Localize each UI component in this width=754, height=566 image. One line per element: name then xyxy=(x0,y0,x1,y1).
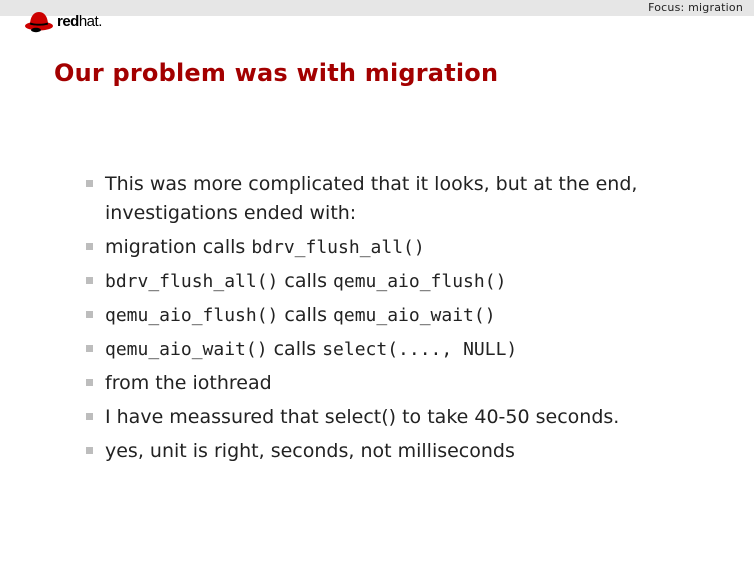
bullet-text: from the iothread xyxy=(105,372,272,394)
bullet-marker-icon xyxy=(86,379,93,386)
code-text: bdrv_flush_all() xyxy=(251,237,425,258)
bullet-item xyxy=(86,437,706,466)
logo-wordmark: redhat. xyxy=(57,12,102,30)
bullet-text: migration calls xyxy=(105,236,252,258)
section-label: Focus: migration xyxy=(648,1,743,14)
bullet-text: calls xyxy=(267,338,323,360)
redhat-logo xyxy=(24,9,102,33)
top-bar xyxy=(0,0,754,16)
page-title: Our problem was with migration xyxy=(54,59,499,87)
bullet-marker-icon xyxy=(86,345,93,352)
code-text: qemu_aio_flush() xyxy=(105,305,279,326)
bullet-marker-icon xyxy=(86,243,93,250)
bullet-item xyxy=(86,233,706,262)
code-text: qemu_aio_wait() xyxy=(333,305,496,326)
code-text: qemu_aio_wait() xyxy=(105,339,268,360)
bullet-list xyxy=(86,170,706,471)
bullet-item xyxy=(86,301,706,330)
bullet-item xyxy=(86,335,706,364)
bullet-marker-icon xyxy=(86,311,93,318)
bullet-text: calls xyxy=(278,270,334,292)
bullet-item xyxy=(86,403,706,432)
bullet-marker-icon xyxy=(86,277,93,284)
bullet-item xyxy=(86,267,706,296)
bullet-marker-icon xyxy=(86,180,93,187)
bullet-marker-icon xyxy=(86,413,93,420)
code-text: select(...., NULL) xyxy=(322,339,518,360)
bullet-text: calls xyxy=(278,304,334,326)
bullet-text: yes, unit is right, seconds, not milliseconds xyxy=(105,440,515,462)
bullet-marker-icon xyxy=(86,447,93,454)
code-text: bdrv_flush_all() xyxy=(105,271,279,292)
bullet-item xyxy=(86,369,706,398)
bullet-text: This was more complicated that it looks, but at the end, investigations ended with: xyxy=(105,173,638,224)
code-text: qemu_aio_flush() xyxy=(333,271,507,292)
bullet-text: I have meassured that select() to take 40-50 seconds. xyxy=(105,406,620,428)
shadowman-icon xyxy=(24,9,54,33)
bullet-item xyxy=(86,170,706,228)
